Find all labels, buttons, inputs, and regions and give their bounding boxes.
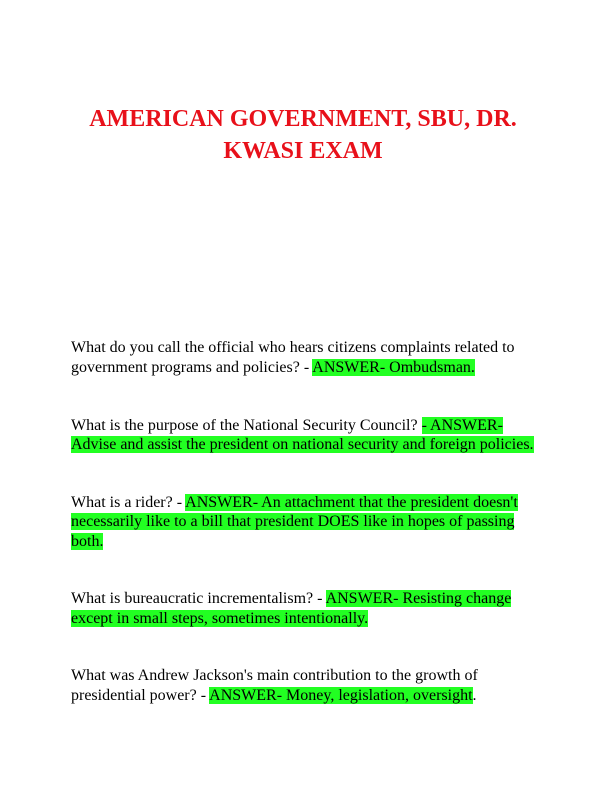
qa-item-national-security-council	[71, 416, 541, 455]
qa-item-bureaucratic-incrementalism	[71, 589, 541, 628]
question-answer-list	[71, 338, 541, 744]
answer-highlight: - ANSWER- Advise and assist the president on national security and foreign policies.	[71, 416, 534, 453]
exam-title	[0, 103, 606, 167]
question-text: What was Andrew Jackson's main contribution to the growth of presidential power? -	[71, 667, 478, 704]
question-text: What is bureaucratic incrementalism? -	[71, 590, 326, 607]
qa-item-ombudsman	[71, 338, 541, 377]
question-text: What is a rider? -	[71, 493, 186, 511]
exam-title-line-1: AMERICAN GOVERNMENT, SBU, DR.	[89, 106, 517, 132]
qa-item-rider	[71, 493, 541, 552]
question-text: What do you call the official who hears citizens complaints related to government programs and policies? -	[71, 339, 515, 376]
answer-highlight: ANSWER- Resisting change except in small steps, sometimes intentionally.	[71, 590, 512, 627]
answer-trailing: .	[472, 686, 477, 704]
exam-title-line-2: KWASI EXAM	[223, 138, 383, 164]
answer-highlight: ANSWER- Ombudsman.	[312, 358, 475, 376]
answer-highlight: ANSWER- An attachment that the president doesn't necessarily like to a bill that president DOES like in hopes of passing both.	[71, 493, 518, 550]
qa-item-andrew-jackson	[71, 666, 541, 705]
answer-highlight: ANSWER- Money, legislation, oversight	[209, 686, 473, 704]
question-text: What is the purpose of the National Security Council?	[71, 416, 422, 434]
